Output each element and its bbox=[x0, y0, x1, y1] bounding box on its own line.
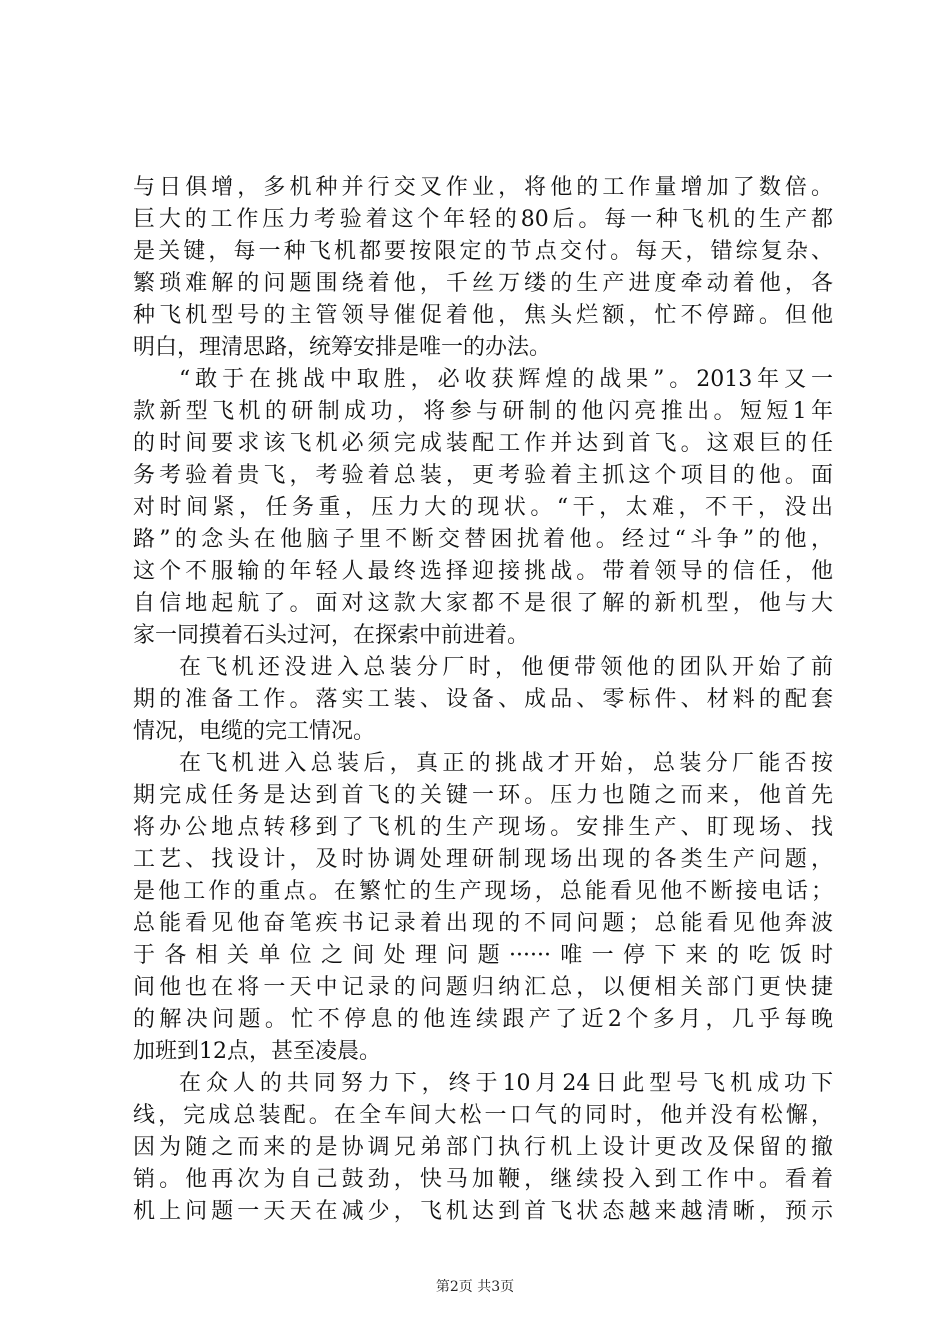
text-line: 期的准备工作。落实工装、设备、成品、零标件、材料的配套 bbox=[133, 687, 833, 712]
text-line: 销。他再次为自己鼓劲，快马加鞭，继续投入到工作中。看着 bbox=[133, 1167, 833, 1192]
text-line: “敢于在挑战中取胜，必收获辉煌的战果”。2013年又一 bbox=[179, 367, 833, 392]
page-footer: 第2页 共3页 bbox=[435, 1279, 515, 1295]
text-line: 工艺、找设计，及时协调处理研制现场出现的各类生产问题， bbox=[133, 847, 833, 872]
text-line: 是他工作的重点。在繁忙的生产现场，总能看见他不断接电话； bbox=[133, 879, 833, 904]
text-line: 将办公地点转移到了飞机的生产现场。安排生产、盯现场、找 bbox=[133, 815, 833, 840]
text-line: 这个不服输的年轻人最终选择迎接挑战。带着领导的信任，他 bbox=[133, 559, 833, 584]
text-line: 情况，电缆的完工情况。 bbox=[133, 719, 376, 744]
text-line: 款新型飞机的研制成功，将参与研制的他闪亮推出。短短1年 bbox=[133, 399, 833, 424]
text-line: 期完成任务是达到首飞的关键一环。压力也随之而来，他首先 bbox=[133, 783, 833, 808]
text-line: 因为随之而来的是协调兄弟部门执行机上设计更改及保留的撤 bbox=[133, 1135, 833, 1160]
text-line: 于各相关单位之间处理问题······唯一停下来的吃饭时 bbox=[133, 943, 833, 968]
text-line: 的解决问题。忙不停息的他连续跟产了近2个多月，几乎每晚 bbox=[133, 1007, 833, 1032]
text-line: 在飞机进入总装后，真正的挑战才开始，总装分厂能否按 bbox=[179, 751, 833, 776]
text-line: 总能看见他奋笔疾书记录着出现的不同问题；总能看见他奔波 bbox=[133, 911, 833, 936]
text-line: 加班到12点，甚至凌晨。 bbox=[133, 1039, 381, 1064]
text-line: 与日俱增，多机种并行交叉作业，将他的工作量增加了数倍。 bbox=[133, 175, 833, 200]
text-line: 间他也在将一天中记录的问题归纳汇总，以便相关部门更快捷 bbox=[133, 975, 833, 1000]
text-line: 务考验着贵飞，考验着总装，更考验着主抓这个项目的他。面 bbox=[133, 463, 833, 488]
text-line: 在飞机还没进入总装分厂时，他便带领他的团队开始了前 bbox=[179, 655, 833, 680]
text-line: 路”的念头在他脑子里不断交替困扰着他。经过“斗争”的他， bbox=[133, 527, 833, 552]
text-line: 在众人的共同努力下，终于10月24日此型号飞机成功下 bbox=[179, 1071, 833, 1096]
text-line: 繁琐难解的问题围绕着他，千丝万缕的生产进度牵动着他，各 bbox=[133, 271, 833, 296]
text-line: 家一同摸着石头过河，在探索中前进着。 bbox=[133, 623, 530, 648]
text-line: 种飞机型号的主管领导催促着他，焦头烂额，忙不停蹄。但他 bbox=[133, 303, 833, 328]
text-line: 对时间紧，任务重，压力大的现状。“干，太难，不干，没出 bbox=[133, 495, 833, 520]
text-line: 是关键，每一种飞机都要按限定的节点交付。每天，错综复杂、 bbox=[133, 239, 833, 264]
text-line: 明白，理清思路，统筹安排是唯一的办法。 bbox=[133, 335, 552, 360]
text-line: 的时间要求该飞机必须完成装配工作并达到首飞。这艰巨的任 bbox=[133, 431, 833, 456]
text-line: 巨大的工作压力考验着这个年轻的80后。每一种飞机的生产都 bbox=[133, 207, 833, 232]
text-line: 自信地起航了。面对这款大家都不是很了解的新机型，他与大 bbox=[133, 591, 833, 616]
text-line: 机上问题一天天在减少，飞机达到首飞状态越来越清晰，预示 bbox=[133, 1199, 833, 1224]
article-body bbox=[133, 172, 833, 1228]
text-line: 线，完成总装配。在全车间大松一口气的同时，他并没有松懈， bbox=[133, 1103, 833, 1128]
